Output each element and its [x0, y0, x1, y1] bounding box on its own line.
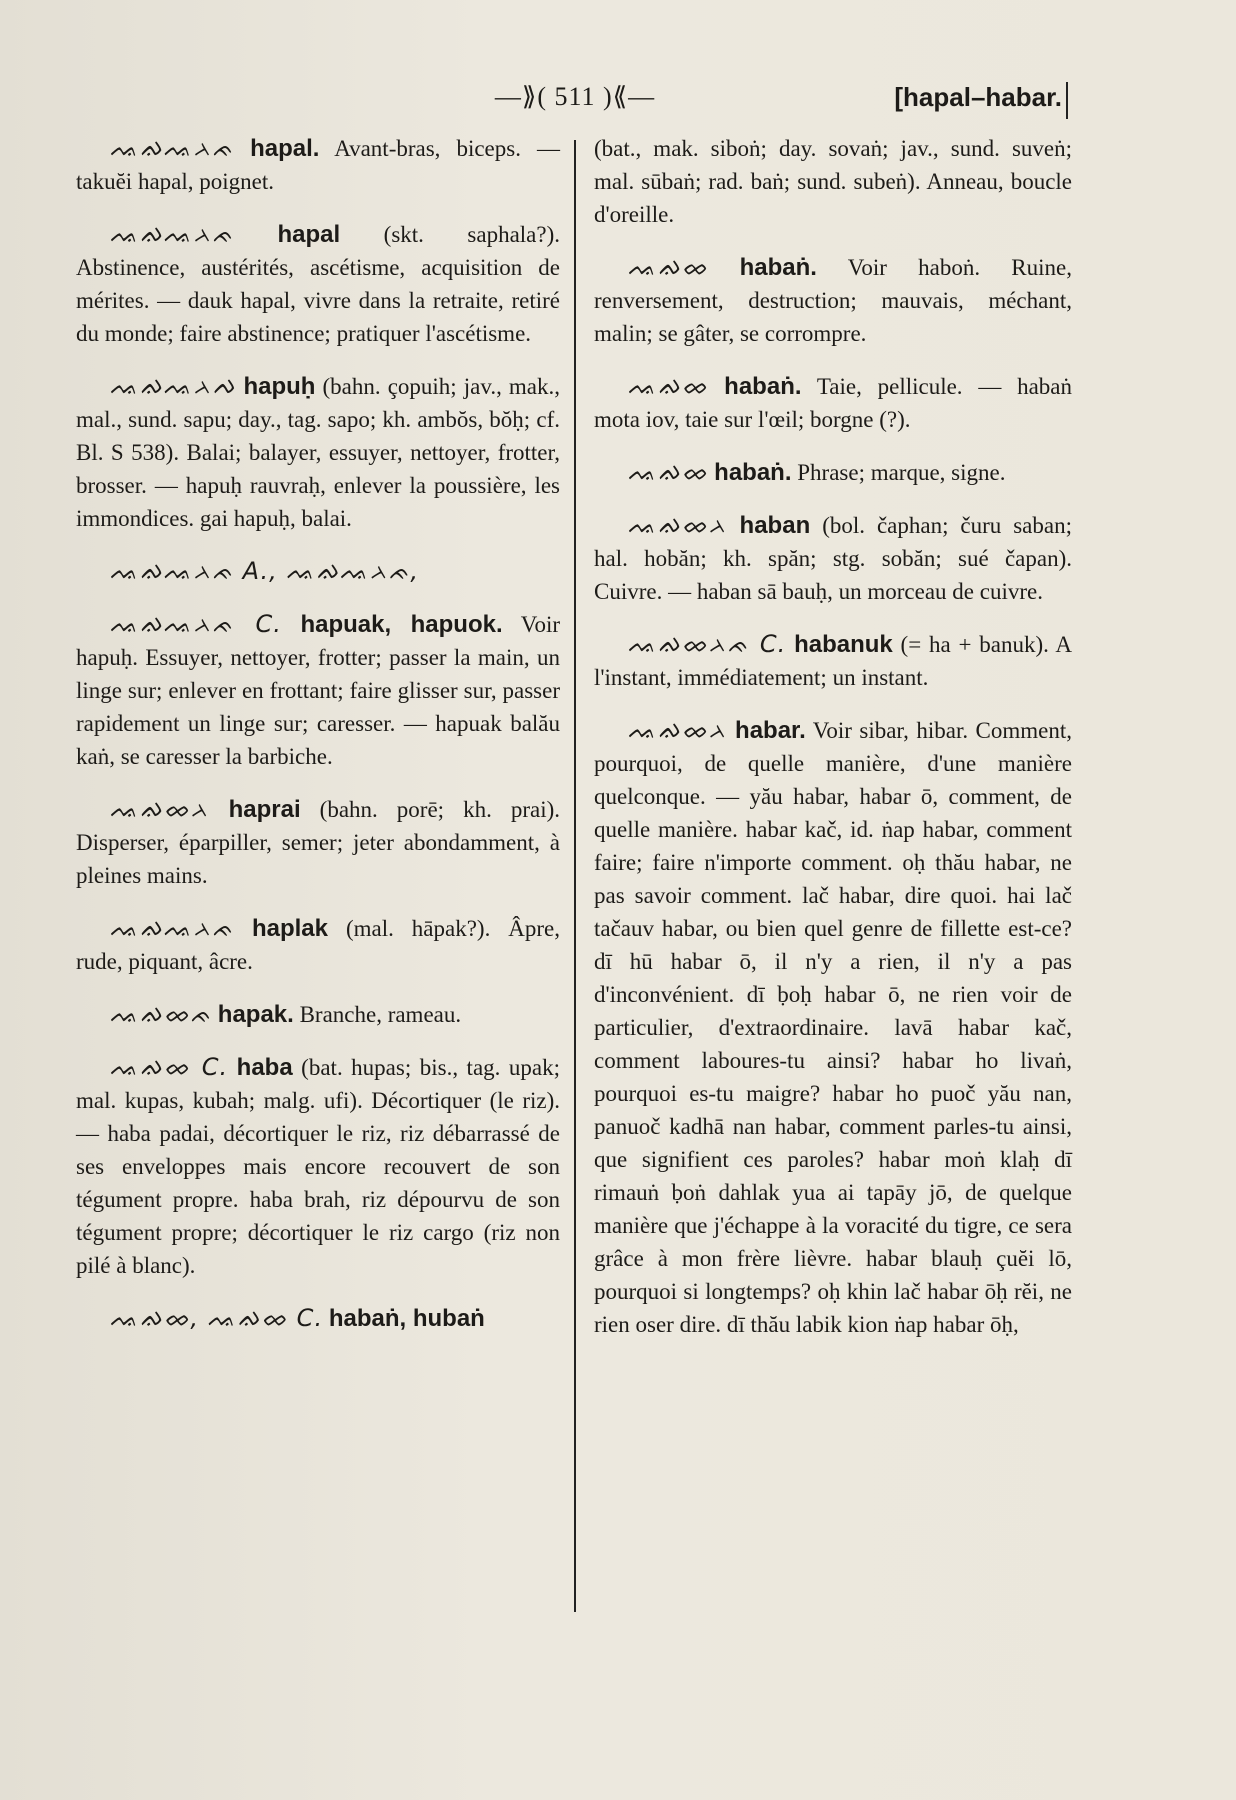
definition: Voir hapuḥ. Essuyer, nettoyer, frotter; passer la main, un linge sur; enlever en frottant; faire glisser sur, passer rapidement un linge sur; caresser. — hapuak balău kaṅ, se caresser la barbiche.: [76, 612, 560, 769]
definition: Voir sibar, hibar. Comment, pourquoi, de quelle manière, d'une manière quelconque. — yău habar, habar ō, comment, de quelle manière. habar kač, id. ṅap habar, comment faire; faire n'importe comment. oḥ thău habar, ne pas savoir comment. lač habar, dire quoi. hai lač tačauv habar, ou bien quel genre de fillette est-ce? dī hū habar ō, il n'y a rien, il n'y a pas d'inconvénient. dī ḅoḥ habar ō, ne rien voir de particulier, d'extraordinaire. lavā habar kač, comment laboures-tu ainsi? habar ho livaṅ, pourquoi es-tu maigre? habar ho puoč yău nan, panuoč kadhā nan habar, comment parles-tu ainsi, que signifient ces paroles? habar moṅ klaḥ dī rimauṅ ḅoṅ dahlak yua ai tapāy jō, de quelque manière que j'échappe à la voracité du tigre, ce sera grâce à mon frère lièvre. habar blauḥ çuĕi lō, pourquoi si longtemps? oḥ khin lač habar ōḥ rĕi, ne rien oser dire. dī thău labik kion ṅap habar ōḥ,: [594, 718, 1072, 1337]
cham-script-headword: ᨕᨁᨕᨂᨃ: [110, 914, 235, 942]
definition: (bat., mak. siboṅ; day. sovaṅ; jav., sund. suveṅ; mal. sūbaṅ; rad. baṅ; sund. subeṅ). Anneau, boucle d'oreille.: [594, 136, 1072, 227]
column-divider: [574, 140, 576, 1612]
cham-script-headword: ᨕᨁᨖᨂ: [628, 716, 728, 744]
dictionary-entry: [76, 608, 560, 773]
definition: Phrase; marque, signe.: [791, 460, 1006, 485]
dictionary-entry: [594, 456, 1072, 489]
dictionary-entry: [76, 998, 560, 1031]
definition: (= ha + banuk). A l'instant, immédiatement; un instant.: [594, 632, 1072, 690]
cham-script-headword: ᨕᨁᨕᨂᨃ: [110, 134, 235, 162]
definition: (skt. saphala?). Abstinence, austérités, ascétisme, acquisition de mérites. — dauk hapal, vivre dans la retraite, retiré du monde; faire abstinence; pratiquer l'ascétisme.: [76, 222, 560, 346]
dictionary-entry: [76, 218, 560, 350]
headword: hapal.: [250, 135, 320, 162]
definition: Voir haboṅ. Ruine, renversement, destruction; mauvais, méchant, malin; se gâter, se corrompre.: [594, 255, 1072, 346]
definition: (bahn. çopuih; jav., mak., mal., sund. sapu; day., tag. sapo; kh. ambŏs, bŏḥ; cf. Bl. S 538). Balai; balayer, essuyer, nettoyer, frotter, brosser. — hapuḥ rauvraḥ, enlever la poussière, les immondices. gai hapuḥ, balai.: [76, 374, 561, 531]
page-number: —⟫( 511 )⟪—: [494, 82, 656, 111]
dictionary-entry: [76, 555, 560, 588]
dictionary-entry: [76, 912, 560, 978]
headword: habanuk: [794, 631, 893, 658]
right-column: [594, 132, 1072, 1361]
cham-script-headword: ᨕᨁᨕᨂᨃ A., ᨕᨁᨕᨂᨃ,: [110, 557, 420, 585]
cham-script-headword: ᨕᨁᨕᨂᨄ: [110, 372, 237, 400]
dictionary-entry: [76, 370, 560, 535]
cham-script-headword: ᨕᨁᨕᨂᨃ C.: [110, 610, 282, 638]
headword: haban: [739, 512, 811, 539]
cham-script-headword: ᨕᨁᨕᨂᨃ: [110, 220, 235, 248]
dictionary-entry: [76, 793, 560, 892]
cham-script-headword: ᨕᨁᨖᨂ: [110, 795, 210, 823]
headword: hapuḥ: [243, 373, 316, 400]
headword: habaṅ.: [739, 254, 817, 281]
headword: haprai: [228, 796, 301, 823]
definition: (bol. čaphan; čuru saban; hal. hobăn; kh. spăn; stg. sobăn; sué čapan). Cuivre. — haban sā bauḥ, un morceau de cuivre.: [594, 513, 1072, 604]
cham-script-headword: ᨕᨁᨖ: [628, 458, 709, 486]
headword: haplak: [251, 915, 328, 942]
running-title: [hapal–habar.: [888, 82, 1068, 119]
definition: Avant-bras, biceps. — takuĕi hapal, poignet.: [76, 136, 561, 194]
dictionary-entry: [76, 1051, 560, 1282]
headword: hapuak, hapuok.: [300, 611, 503, 638]
headword: habaṅ.: [724, 373, 802, 400]
dictionary-entry: [594, 132, 1072, 231]
definition: (mal. hāpak?). Âpre, rude, piquant, âcre.: [76, 916, 560, 974]
definition: Taie, pellicule. — habaṅ mota iov, taie sur l'œil; borgne (?).: [594, 374, 1072, 432]
dictionary-entry: [594, 628, 1072, 694]
dictionary-entry: [76, 132, 560, 198]
headword: habaṅ, hubaṅ: [328, 1305, 485, 1332]
headword: haba: [236, 1054, 293, 1081]
cham-script-headword: ᨕᨁᨖ C.: [110, 1053, 229, 1081]
cham-script-headword: ᨕᨁᨖᨂᨃ C.: [628, 630, 787, 658]
headword: habar.: [735, 717, 806, 744]
cham-script-headword: ᨕᨁᨖ: [628, 372, 709, 400]
cham-script-headword: ᨕᨁᨖ, ᨕᨁᨖ C.: [110, 1304, 324, 1332]
dictionary-entry: [76, 1302, 560, 1335]
page-header: [0, 82, 1236, 122]
definition: Branche, rameau.: [293, 1002, 462, 1027]
cham-script-headword: ᨕᨁᨖᨃ: [110, 1000, 213, 1028]
dictionary-entry: [594, 370, 1072, 436]
left-column: [76, 132, 560, 1355]
dictionary-entry: [594, 251, 1072, 350]
headword: habaṅ.: [714, 459, 792, 486]
dictionary-entry: [594, 714, 1072, 1341]
dictionary-entry: [594, 509, 1072, 608]
definition: (bahn. porē; kh. prai). Disperser, éparpiller, semer; jeter abondamment, à pleines mains.: [76, 797, 560, 888]
headword: hapak.: [217, 1001, 294, 1028]
cham-script-headword: ᨕᨁᨖᨂ: [628, 511, 728, 539]
definition: (bat. hupas; bis., tag. upak; mal. kupas, kubah; malg. ufi). Décortiquer (le riz). — haba padai, décortiquer le riz, riz débarrassé de ses enveloppes mais encore recouvert de son tégument propre. haba brah, riz dépourvu de son tégument propre; décortiquer le riz cargo (riz non pilé à blanc).: [76, 1055, 560, 1278]
cham-script-headword: ᨕᨁᨖ: [628, 253, 709, 281]
headword: hapal: [277, 221, 341, 248]
